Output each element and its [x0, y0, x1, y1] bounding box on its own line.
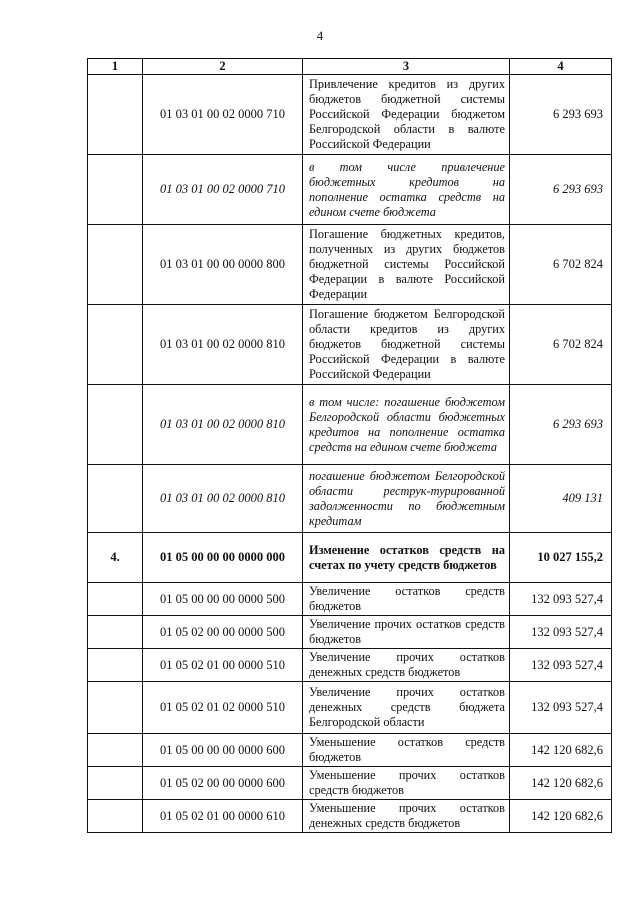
table-row — [88, 465, 612, 533]
row-value: 142 120 682,6 — [510, 767, 612, 800]
row-value: 142 120 682,6 — [510, 734, 612, 767]
row-value: 6 702 824 — [510, 305, 612, 385]
row-description: Увеличение остатков средств бюджетов — [303, 583, 510, 616]
table-header-row — [88, 59, 612, 75]
page-number: 4 — [316, 28, 324, 43]
budget-code: 01 05 02 00 00 0000 500 — [143, 616, 303, 649]
budget-code: 01 05 00 00 00 0000 500 — [143, 583, 303, 616]
table-row — [88, 385, 612, 465]
row-value: 6 702 824 — [510, 225, 612, 305]
row-number — [88, 800, 143, 833]
row-value: 132 093 527,4 — [510, 682, 612, 734]
table-row — [88, 155, 612, 225]
table-row — [88, 533, 612, 583]
row-description: Уменьшение прочих остатков денежных средств бюджетов — [303, 800, 510, 833]
row-number — [88, 682, 143, 734]
row-number — [88, 75, 143, 155]
table-row — [88, 800, 612, 833]
row-number — [88, 385, 143, 465]
row-number — [88, 649, 143, 682]
row-number — [88, 305, 143, 385]
row-number — [88, 583, 143, 616]
row-number — [88, 225, 143, 305]
budget-code: 01 05 00 00 00 0000 600 — [143, 734, 303, 767]
row-description: погашение бюджетом Белгородской области реструк-турированной задолженности по бюджетным кредитам — [303, 465, 510, 533]
column-header: 2 — [143, 59, 303, 75]
row-value: 132 093 527,4 — [510, 616, 612, 649]
budget-sources-table — [87, 58, 612, 833]
budget-code: 01 05 02 00 00 0000 600 — [143, 767, 303, 800]
budget-code: 01 03 01 00 00 0000 800 — [143, 225, 303, 305]
row-description: Погашение бюджетных кредитов, полученных из других бюджетов бюджетной системы Российской Федерации в валюте Российской Федерации — [303, 225, 510, 305]
row-number: 4. — [88, 533, 143, 583]
row-value: 142 120 682,6 — [510, 800, 612, 833]
column-header: 3 — [303, 59, 510, 75]
budget-code: 01 05 02 01 00 0000 510 — [143, 649, 303, 682]
row-description: Уменьшение остатков средств бюджетов — [303, 734, 510, 767]
row-number — [88, 767, 143, 800]
row-number — [88, 465, 143, 533]
row-value: 6 293 693 — [510, 385, 612, 465]
row-number — [88, 155, 143, 225]
row-description: Уменьшение прочих остатков средств бюджетов — [303, 767, 510, 800]
budget-code: 01 05 02 01 00 0000 610 — [143, 800, 303, 833]
row-value: 132 093 527,4 — [510, 583, 612, 616]
budget-code: 01 03 01 00 02 0000 710 — [143, 155, 303, 225]
row-description: Увеличение прочих остатков средств бюджетов — [303, 616, 510, 649]
row-description: Привлечение кредитов из других бюджетов бюджетной системы Российской Федерации бюджетом Белгородской области в валюте Российской Федерации — [303, 75, 510, 155]
table-row — [88, 682, 612, 734]
row-value: 409 131 — [510, 465, 612, 533]
table-row — [88, 305, 612, 385]
budget-code: 01 05 00 00 00 0000 000 — [143, 533, 303, 583]
column-header: 4 — [510, 59, 612, 75]
table-row — [88, 767, 612, 800]
row-value: 6 293 693 — [510, 155, 612, 225]
row-description: Увеличение прочих остатков денежных средств бюджетов — [303, 649, 510, 682]
budget-code: 01 03 01 00 02 0000 710 — [143, 75, 303, 155]
budget-code: 01 03 01 00 02 0000 810 — [143, 305, 303, 385]
table-row — [88, 75, 612, 155]
table-row — [88, 734, 612, 767]
table-row — [88, 583, 612, 616]
row-value: 132 093 527,4 — [510, 649, 612, 682]
column-header: 1 — [88, 59, 143, 75]
row-value: 10 027 155,2 — [510, 533, 612, 583]
row-number — [88, 616, 143, 649]
row-description: в том числе привлечение бюджетных кредитов на пополнение остатка средств на едином счете бюджета — [303, 155, 510, 225]
table-row — [88, 649, 612, 682]
budget-code: 01 05 02 01 02 0000 510 — [143, 682, 303, 734]
budget-code: 01 03 01 00 02 0000 810 — [143, 385, 303, 465]
budget-code: 01 03 01 00 02 0000 810 — [143, 465, 303, 533]
table-row — [88, 616, 612, 649]
row-description: в том числе: погашение бюджетом Белгородской области бюджетных кредитов на пополнение остатка средств на едином счете бюджета — [303, 385, 510, 465]
row-number — [88, 734, 143, 767]
row-value: 6 293 693 — [510, 75, 612, 155]
row-description: Изменение остатков средств на счетах по учету средств бюджетов — [303, 533, 510, 583]
row-description: Увеличение прочих остатков денежных средств бюджета Белгородской области — [303, 682, 510, 734]
row-description: Погашение бюджетом Белгородской области кредитов из других бюджетов бюджетной системы Российской Федерации в валюте Российской Федерации — [303, 305, 510, 385]
table-row — [88, 225, 612, 305]
